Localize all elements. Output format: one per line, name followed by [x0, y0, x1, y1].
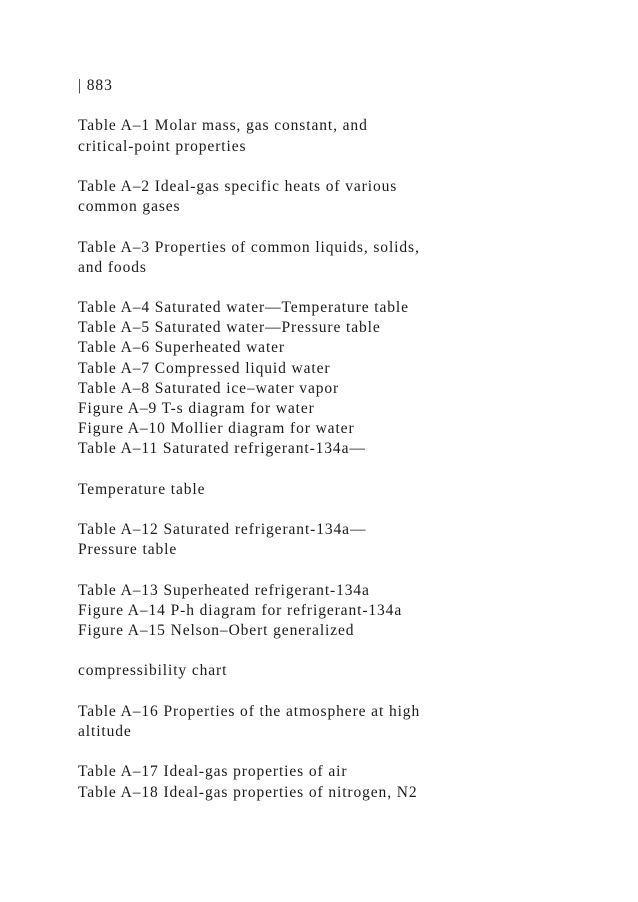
toc-entry-line: common gases — [78, 198, 181, 216]
toc-entry-line: Table A–7 Compressed liquid water — [78, 359, 331, 377]
blank-line — [78, 742, 618, 762]
document-page — [78, 76, 618, 803]
toc-entry-line: Figure A–14 P-h diagram for refrigerant-134a — [78, 601, 403, 619]
blank-line — [78, 217, 618, 237]
blank-line — [78, 278, 618, 298]
toc-entry-line: Table A–8 Saturated ice–water vapor — [78, 379, 340, 397]
blank-line — [78, 500, 618, 520]
blank-line — [78, 561, 618, 581]
toc-entry-line: Table A–3 Properties of common liquids, solids, — [78, 238, 420, 256]
blank-line — [78, 96, 618, 116]
toc-entry-line: Table A–11 Saturated refrigerant-134a— — [78, 440, 366, 458]
toc-entry-line: Table A–18 Ideal-gas properties of nitrogen, N2 — [78, 783, 418, 801]
toc-entry-line: Table A–13 Superheated refrigerant-134a — [78, 581, 370, 599]
toc-entry-line: Table A–6 Superheated water — [78, 339, 285, 357]
toc-entry-line: Table A–1 Molar mass, gas constant, and — [78, 117, 368, 135]
toc-entry-line: Table A–4 Saturated water—Temperature table — [78, 299, 409, 317]
toc-entry-line: critical-point properties — [78, 137, 247, 155]
toc-entry-line: compressibility chart — [78, 662, 228, 680]
toc-entry-line: Figure A–15 Nelson–Obert generalized — [78, 622, 355, 640]
page-number: | 883 — [78, 77, 113, 94]
table-of-contents — [78, 116, 618, 802]
blank-line — [78, 157, 618, 177]
toc-entry-line: Figure A–9 T-s diagram for water — [78, 400, 315, 417]
toc-entry-line: Table A–16 Properties of the atmosphere at high — [78, 702, 421, 720]
toc-entry-line: Table A–5 Saturated water—Pressure table — [78, 319, 381, 337]
blank-line — [78, 460, 618, 480]
toc-entry-line: Table A–17 Ideal-gas properties of air — [78, 763, 348, 781]
blank-line — [78, 682, 618, 702]
toc-entry-line: Table A–12 Saturated refrigerant-134a— — [78, 521, 367, 539]
toc-entry-line: Table A–2 Ideal-gas specific heats of various — [78, 177, 398, 195]
toc-entry-line: Figure A–10 Mollier diagram for water — [78, 420, 355, 438]
toc-entry-line: Pressure table — [78, 541, 178, 559]
blank-line — [78, 641, 618, 661]
toc-entry-line: and foods — [78, 258, 147, 276]
toc-entry-line: altitude — [78, 723, 132, 740]
toc-entry-line: Temperature table — [78, 480, 206, 498]
